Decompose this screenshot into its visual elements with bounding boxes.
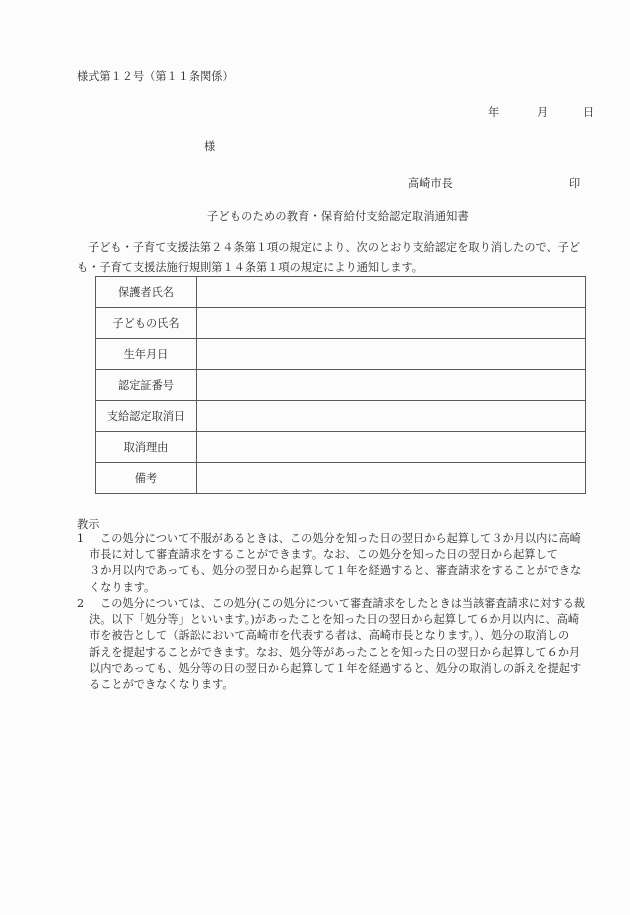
info-table [95,276,586,494]
row-value-guardian-name[interactable] [197,277,586,308]
table-row [96,308,586,339]
table-row [96,463,586,494]
date-day-label: 日 [583,106,595,119]
row-value-cancellation-reason[interactable] [197,432,586,463]
notice-item [77,531,610,596]
table-row [96,277,586,308]
row-label-birth-date: 生年月日 [96,339,197,370]
addressee-honorific: 様 [204,140,216,153]
intro-line: 子ども・子育て支援法第２４条第１項の規定により、次のとおり支給認定を取り消したので、子ど [88,241,581,254]
table-row [96,370,586,401]
intro-paragraph [77,238,610,278]
row-value-remarks[interactable] [197,463,586,494]
table-row [96,339,586,370]
row-value-child-name[interactable] [197,308,586,339]
notice-line: 以内であっても、処分等の日の翌日から起算して１年を経過すると、処分の取消しの訴えを提起す [89,661,582,675]
row-value-certificate-number[interactable] [197,370,586,401]
notice-item-number: 2 [77,597,85,610]
notice-line: ３か月以内であっても、処分の翌日から起算して１年を経過すると、審査請求をすることができな [89,564,582,578]
row-value-cancellation-date[interactable] [197,401,586,432]
row-value-birth-date[interactable] [197,339,586,370]
row-label-cancellation-date: 支給認定取消日 [96,401,197,432]
notice-line: この処分について不服があるときは、この処分を知った日の翌日から起算して３か月以内に高崎 [100,532,581,545]
issuer-name: 高崎市長 [408,177,453,190]
intro-line: も・子育て支援法施行規則第１４条第１項の規定により通知します。 [77,261,423,274]
date-year-label: 年 [488,106,500,119]
notice-heading: 教示 [77,518,100,531]
notice-item [77,596,610,693]
table-row [96,401,586,432]
notice-line: 決。以下「処分等」といいます。)があったことを知った日の翌日から起算して６か月以内に、高崎 [89,613,580,627]
notice-line: 市を被告として（訴訟において高崎市を代表する者は、高崎市長となります。）、処分の取消しの [89,629,570,643]
row-label-child-name: 子どもの氏名 [96,308,197,339]
notice-line: この処分については、この処分(この処分について審査請求をしたときは当該審査請求に対する裁 [100,597,585,610]
notice-line: 訴えを提起することができます。なお、処分等があったことを知った日の翌日から起算して６か月 [89,645,581,659]
notice-item-number: 1 [77,532,85,545]
table-row [96,432,586,463]
form-number: 様式第１２号（第１１条関係） [77,70,234,83]
seal-mark: 印 [569,177,581,190]
row-label-remarks: 備考 [96,463,197,494]
document-title: 子どものための教育・保育給付支給認定取消通知書 [207,210,469,223]
notice-line: くなります。 [89,580,156,594]
notice-line: 市長に対して審査請求をすることができます。なお、この処分を知った日の翌日から起算して [89,548,558,562]
row-label-guardian-name: 保護者氏名 [96,277,197,308]
notice-line: ることができなくなります。 [89,678,234,692]
row-label-cancellation-reason: 取消理由 [96,432,197,463]
date-month-label: 月 [537,106,549,119]
row-label-certificate-number: 認定証番号 [96,370,197,401]
